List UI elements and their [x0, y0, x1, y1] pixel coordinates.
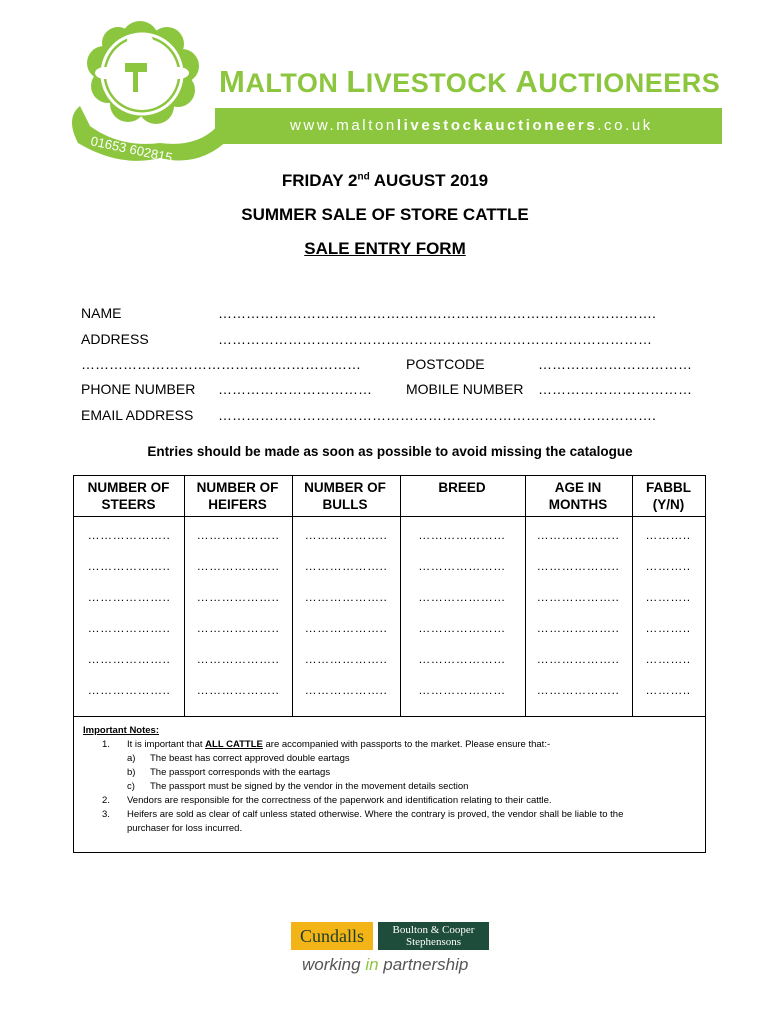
note-1-bold: ALL CATTLE — [205, 739, 263, 750]
entry-cell[interactable]: ………………… — [418, 559, 506, 573]
url-prefix: www.malton — [290, 117, 397, 134]
mobile-label: MOBILE NUMBER — [406, 381, 524, 397]
address-line2-field[interactable]: …………………………………………………… — [81, 356, 361, 372]
entry-cell[interactable]: ………………… — [418, 652, 506, 666]
address-field[interactable]: ………………………………………………………………………………… — [218, 331, 652, 347]
entry-cell[interactable]: ……………….. — [304, 683, 388, 697]
brand-word-1: ALTON — [245, 68, 347, 98]
note-3-number: 3. — [102, 809, 110, 820]
cundalls-logo: Cundalls — [291, 922, 373, 950]
note-2: Vendors are responsible for the correctness of the paperwork and identification relating to their cattle. — [127, 795, 552, 806]
note-1-number: 1. — [102, 739, 110, 750]
instruction-text: Entries should be made as soon as possible to avoid missing the catalogue — [147, 444, 633, 459]
header-breed: BREED — [438, 480, 486, 495]
phone-field[interactable]: …………………………… — [218, 381, 372, 397]
note-a: The beast has correct approved double eartags — [150, 753, 350, 764]
notes-heading: Important Notes: — [83, 725, 159, 736]
website-url[interactable] — [290, 117, 653, 134]
working-in-partnership — [302, 955, 468, 975]
entry-table — [73, 475, 706, 853]
note-3: Heifers are sold as clear of calf unless stated otherwise. Where the contrary is proved, the vendor shall be liable to the — [127, 809, 624, 820]
entry-cell[interactable]: ……………….. — [87, 683, 171, 697]
entry-cell[interactable]: ……………….. — [87, 621, 171, 635]
brand-word-3: UCTIONEERS — [538, 68, 721, 98]
entry-cell[interactable]: ……….. — [645, 528, 691, 542]
partnership-word: partnership — [378, 955, 469, 974]
entry-cell[interactable]: ………………… — [418, 528, 506, 542]
url-bold: livestockauctioneers — [396, 117, 598, 134]
entry-cell[interactable]: ………………… — [418, 590, 506, 604]
mobile-field[interactable]: …………………………… — [538, 381, 692, 397]
entry-cell[interactable]: ……….. — [645, 652, 691, 666]
date-pre: FRIDAY 2 — [281, 171, 358, 190]
entry-cell[interactable]: ……………….. — [196, 652, 280, 666]
brand-initial-l: L — [346, 64, 366, 99]
entry-cell[interactable]: ……….. — [645, 683, 691, 697]
header-heifers: NUMBER OF HEIFERS — [196, 480, 279, 512]
note-c: The passport must be signed by the vendor in the movement details section — [150, 781, 469, 792]
entry-cell[interactable]: ……………….. — [304, 652, 388, 666]
note-b: The passport corresponds with the eartags — [150, 767, 331, 778]
brand-word-2: IVESTOCK — [365, 68, 516, 98]
email-label: EMAIL ADDRESS — [81, 407, 194, 423]
bc-line-2: Stephensons — [406, 936, 461, 948]
header-age: AGE IN MONTHS — [548, 480, 608, 512]
note-c-label: c) — [127, 781, 135, 792]
col-divider — [525, 476, 526, 716]
sale-date — [0, 171, 770, 191]
note-1-pre: It is important that — [127, 739, 206, 750]
entry-cell[interactable]: ……….. — [645, 621, 691, 635]
postcode-field[interactable]: …………………………… — [538, 356, 692, 372]
entry-cell[interactable]: ……………….. — [87, 559, 171, 573]
entry-cell[interactable]: ………………… — [418, 683, 506, 697]
brand-name — [219, 64, 720, 100]
email-field[interactable]: …………………………………………………………………………………. — [218, 407, 656, 423]
note-b-label: b) — [127, 767, 136, 778]
entry-cell[interactable]: ……………….. — [536, 590, 620, 604]
header-fabbl: FABBL (Y/N) — [646, 480, 691, 512]
note-1 — [127, 738, 550, 752]
entry-cell[interactable]: ……………….. — [536, 652, 620, 666]
entry-cell[interactable]: ……………….. — [196, 621, 280, 635]
notes-divider — [74, 716, 705, 717]
entry-cell[interactable]: ……………….. — [304, 590, 388, 604]
entry-cell[interactable]: ……………….. — [536, 683, 620, 697]
name-label: NAME — [81, 305, 122, 321]
bc-line-1: Boulton & Cooper — [392, 924, 475, 936]
col-divider — [292, 476, 293, 716]
col-divider — [184, 476, 185, 716]
header-steers: NUMBER OF STEERS — [87, 480, 170, 512]
entry-cell[interactable]: ……….. — [645, 590, 691, 604]
url-suffix: .co.uk — [597, 117, 653, 134]
form-title: SALE ENTRY FORM — [304, 239, 466, 258]
entry-cell[interactable]: ……………….. — [196, 590, 280, 604]
partnership-working: working — [302, 955, 366, 974]
header-bulls: NUMBER OF BULLS — [304, 480, 386, 512]
brand-initial-a: A — [515, 64, 539, 99]
boulton-cooper-logo — [378, 922, 489, 950]
entry-cell[interactable]: ……………….. — [304, 559, 388, 573]
header-divider — [74, 516, 705, 517]
entry-cell[interactable]: ……………….. — [536, 621, 620, 635]
logo-phone: 01653 602815 — [89, 133, 174, 166]
note-1-post: are accompanied with passports to the market. Please ensure that:- — [262, 739, 551, 750]
sale-subtitle: SUMMER SALE OF STORE CATTLE — [241, 205, 529, 224]
entry-cell[interactable]: ……………….. — [87, 528, 171, 542]
entry-cell[interactable]: ……………….. — [304, 621, 388, 635]
entry-cell[interactable]: ………………… — [418, 621, 506, 635]
name-field[interactable]: …………………………………………………………………………………. — [218, 305, 656, 321]
entry-cell[interactable]: ……………….. — [536, 528, 620, 542]
phone-label: PHONE NUMBER — [81, 381, 196, 397]
partnership-in: in — [365, 955, 379, 974]
entry-cell[interactable]: ……………….. — [536, 559, 620, 573]
note-3-cont: purchaser for loss incurred. — [127, 823, 243, 834]
brand-initial-m: M — [219, 64, 246, 99]
address-label: ADDRESS — [81, 331, 149, 347]
entry-cell[interactable]: ……………….. — [87, 590, 171, 604]
date-sup: nd — [357, 171, 370, 183]
col-divider — [400, 476, 401, 716]
note-a-label: a) — [127, 753, 136, 764]
entry-cell[interactable]: ……………….. — [196, 528, 280, 542]
postcode-label: POSTCODE — [406, 356, 485, 372]
entry-cell[interactable]: ……………….. — [196, 683, 280, 697]
entry-cell[interactable]: ……………….. — [304, 528, 388, 542]
note-2-number: 2. — [102, 795, 110, 806]
entry-cell[interactable]: ……….. — [645, 559, 691, 573]
entry-cell[interactable]: ……………….. — [87, 652, 171, 666]
date-post: AUGUST 2019 — [369, 171, 489, 190]
entry-cell[interactable]: ……………….. — [196, 559, 280, 573]
